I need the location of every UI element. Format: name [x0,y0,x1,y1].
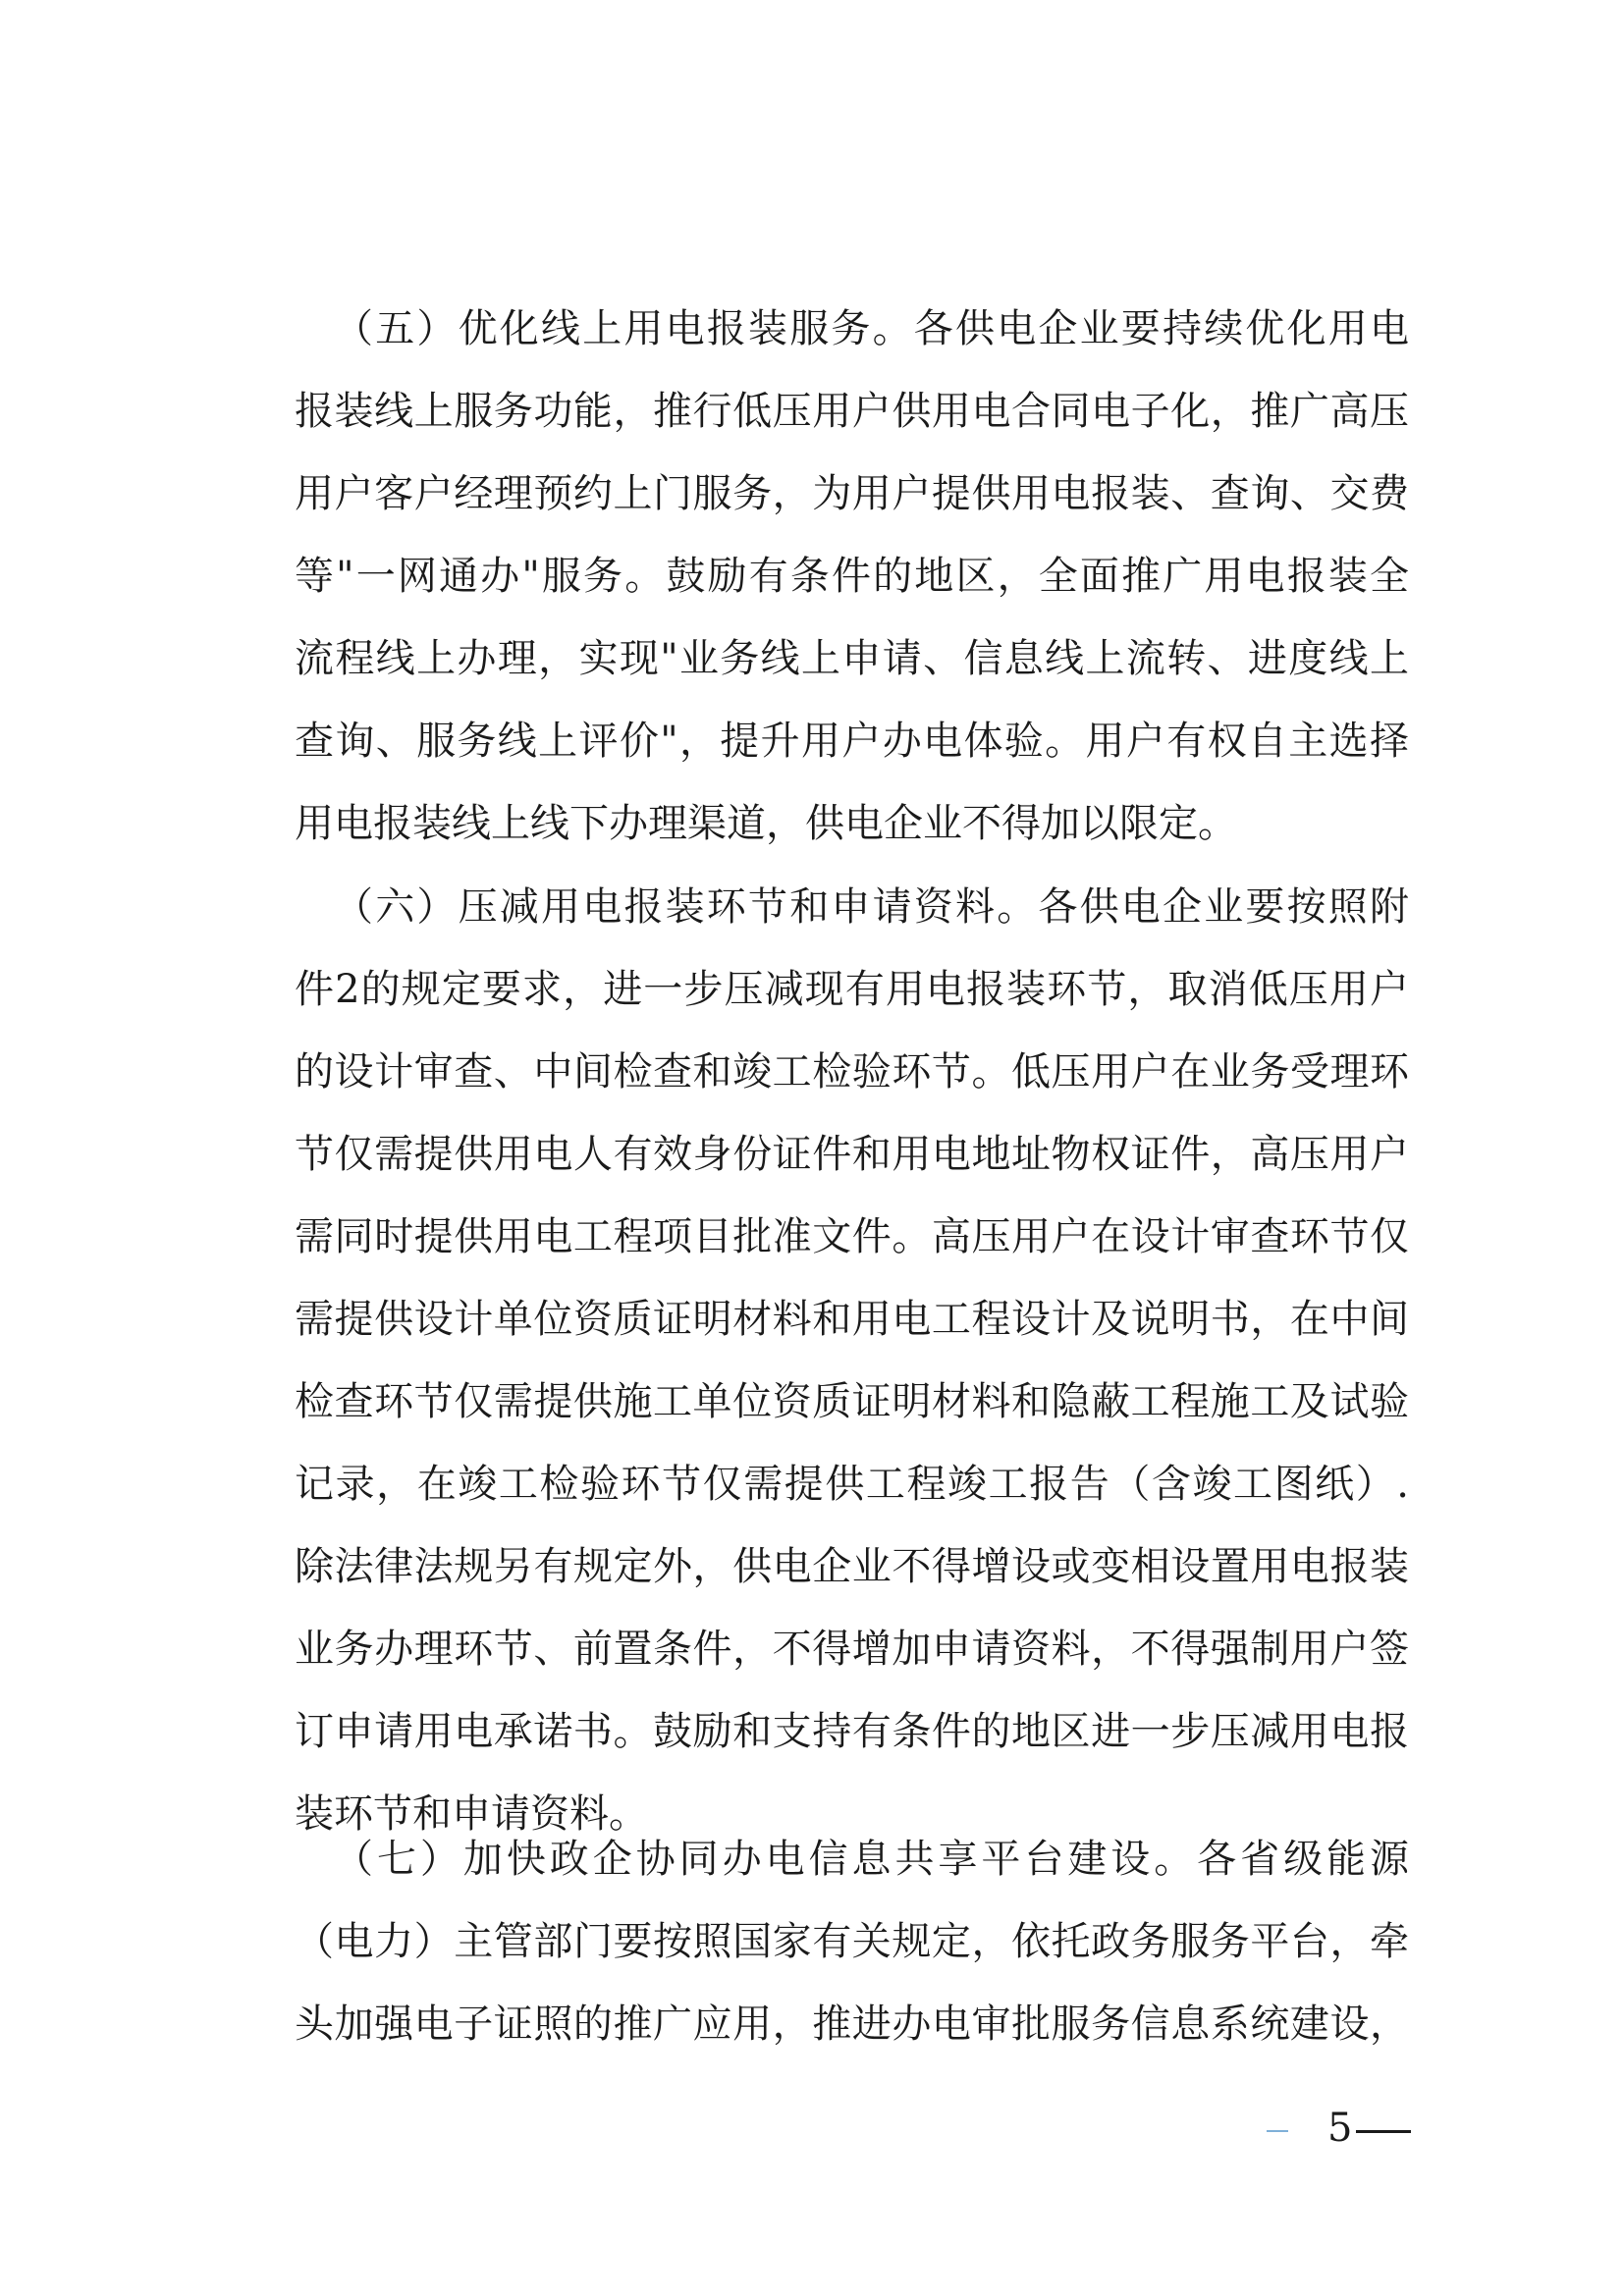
paragraph-line: （七）加快政企协同办电信息共享平台建设。各省级能源 [334,1837,1409,1882]
paragraph-line: 查询、服务线上评价"，提升用户办电体验。用户有权自主选择 [295,719,1409,764]
paragraph-reduce-steps-and-materials [295,866,1409,1855]
paragraph-line: 用电报装线上线下办理渠道，供电企业不得加以限定。 [295,801,1237,846]
page-number [1267,2099,1411,2158]
paragraph-line: 用户客户经理预约上门服务，为用户提供用电报装、查询、交费 [295,471,1409,516]
paragraph-optimize-online-service [295,288,1409,865]
page-number-left-dash [1267,2130,1288,2132]
paragraph-line: 订申请用电承诺书。鼓励和支持有条件的地区进一步压减用电报 [295,1709,1409,1754]
paragraph-line: 需同时提供用电工程项目批准文件。高压用户在设计审查环节仅 [295,1214,1409,1259]
paragraph-line: 件2的规定要求，进一步压减现有用电报装环节，取消低压用户 [295,967,1409,1012]
paragraph-line: 报装线上服务功能，推行低压用户供用电合同电子化，推广高压 [295,389,1409,434]
paragraph-line: 记录，在竣工检验环节仅需提供工程竣工报告（含竣工图纸）. [295,1462,1409,1507]
page-number-right-dash [1356,2130,1411,2133]
paragraph-line: 头加强电子证照的推广应用，推进办电审批服务信息系统建设， [295,2002,1409,2047]
page-number-value: 5 [1327,2106,1353,2151]
paragraph-line: 业务办理环节、前置条件，不得增加申请资料，不得强制用户签 [295,1627,1409,1672]
paragraph-line: 检查环节仅需提供施工单位资质证明材料和隐蔽工程施工及试验 [295,1379,1409,1424]
paragraph-line: 装环节和申请资料。 [295,1791,648,1837]
paragraph-line: 需提供设计单位资质证明材料和用电工程设计及说明书，在中间 [295,1297,1409,1342]
paragraph-line: 除法律法规另有规定外，供电企业不得增设或变相设置用电报装 [295,1544,1409,1589]
paragraph-line: 的设计审查、中间检查和竣工检验环节。低压用户在业务受理环 [295,1049,1409,1095]
paragraph-line: 流程线上办理，实现"业务线上申请、信息线上流转、进度线上 [295,636,1409,681]
paragraph-line: （电力）主管部门要按照国家有关规定，依托政务服务平台，牵 [295,1919,1409,1964]
paragraph-line: （五）优化线上用电报装服务。各供电企业要持续优化用电 [334,306,1409,351]
paragraph-line: （六）压减用电报装环节和申请资料。各供电企业要按照附 [334,884,1409,930]
paragraph-line: 节仅需提供用电人有效身份证件和用电地址物权证件，高压用户 [295,1132,1409,1177]
paragraph-information-sharing-platform [295,1818,1409,2065]
paragraph-line: 等"一网通办"服务。鼓励有条件的地区，全面推广用电报装全 [295,554,1409,599]
